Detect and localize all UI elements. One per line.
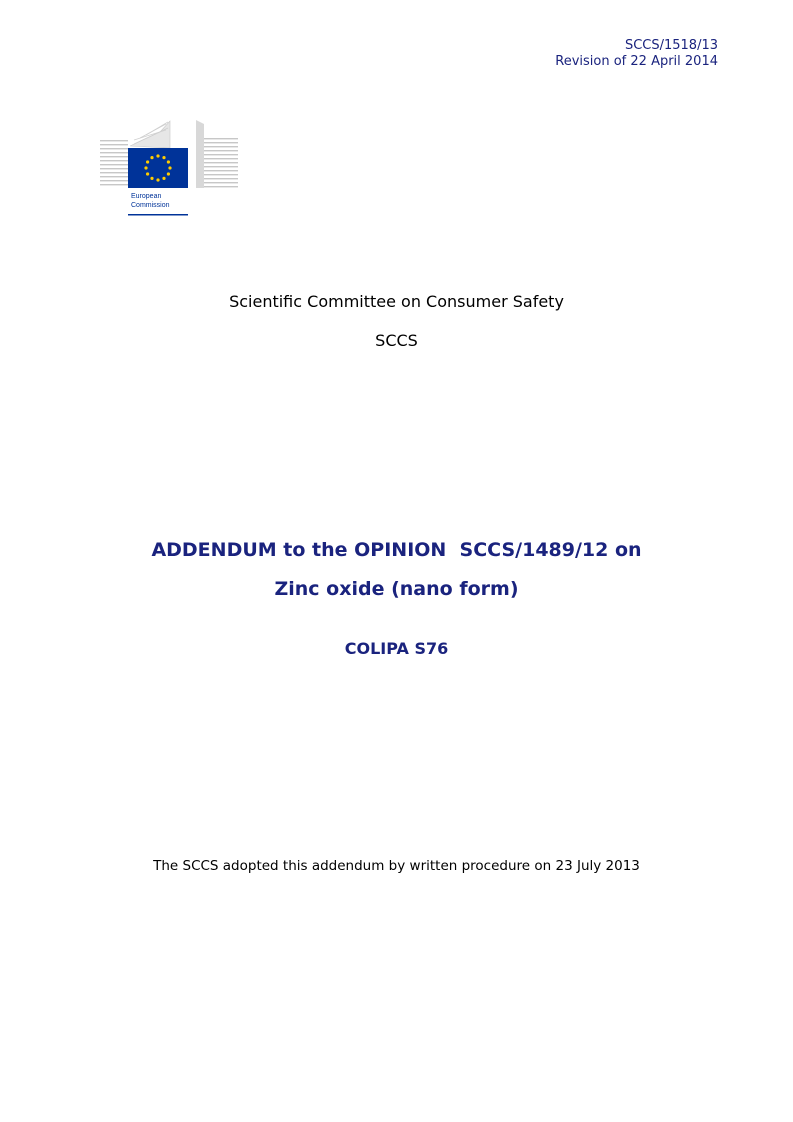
colipa-code: COLIPA S76	[344, 639, 449, 658]
document-reference: SCCS/1518/13	[624, 38, 718, 53]
document-title-line-1: ADDENDUM to the OPINION SCCS/1489/12 on	[151, 539, 642, 561]
eu-flag	[128, 148, 188, 188]
revision-date: Revision of 22 April 2014	[555, 54, 718, 69]
logo-line-2: Commission	[131, 202, 170, 209]
building-graphic	[100, 118, 240, 218]
adoption-statement: The SCCS adopted this addendum by written procedure on 23 July 2013	[153, 858, 640, 874]
committee-abbreviation: SCCS	[375, 331, 418, 350]
document-reference-block	[555, 38, 718, 70]
european-commission-logo	[100, 118, 240, 218]
document-title-line-2: Zinc oxide (nano form)	[274, 578, 519, 600]
logo-line-1: European	[131, 193, 162, 200]
committee-name: Scientific Committee on Consumer Safety	[229, 292, 564, 311]
